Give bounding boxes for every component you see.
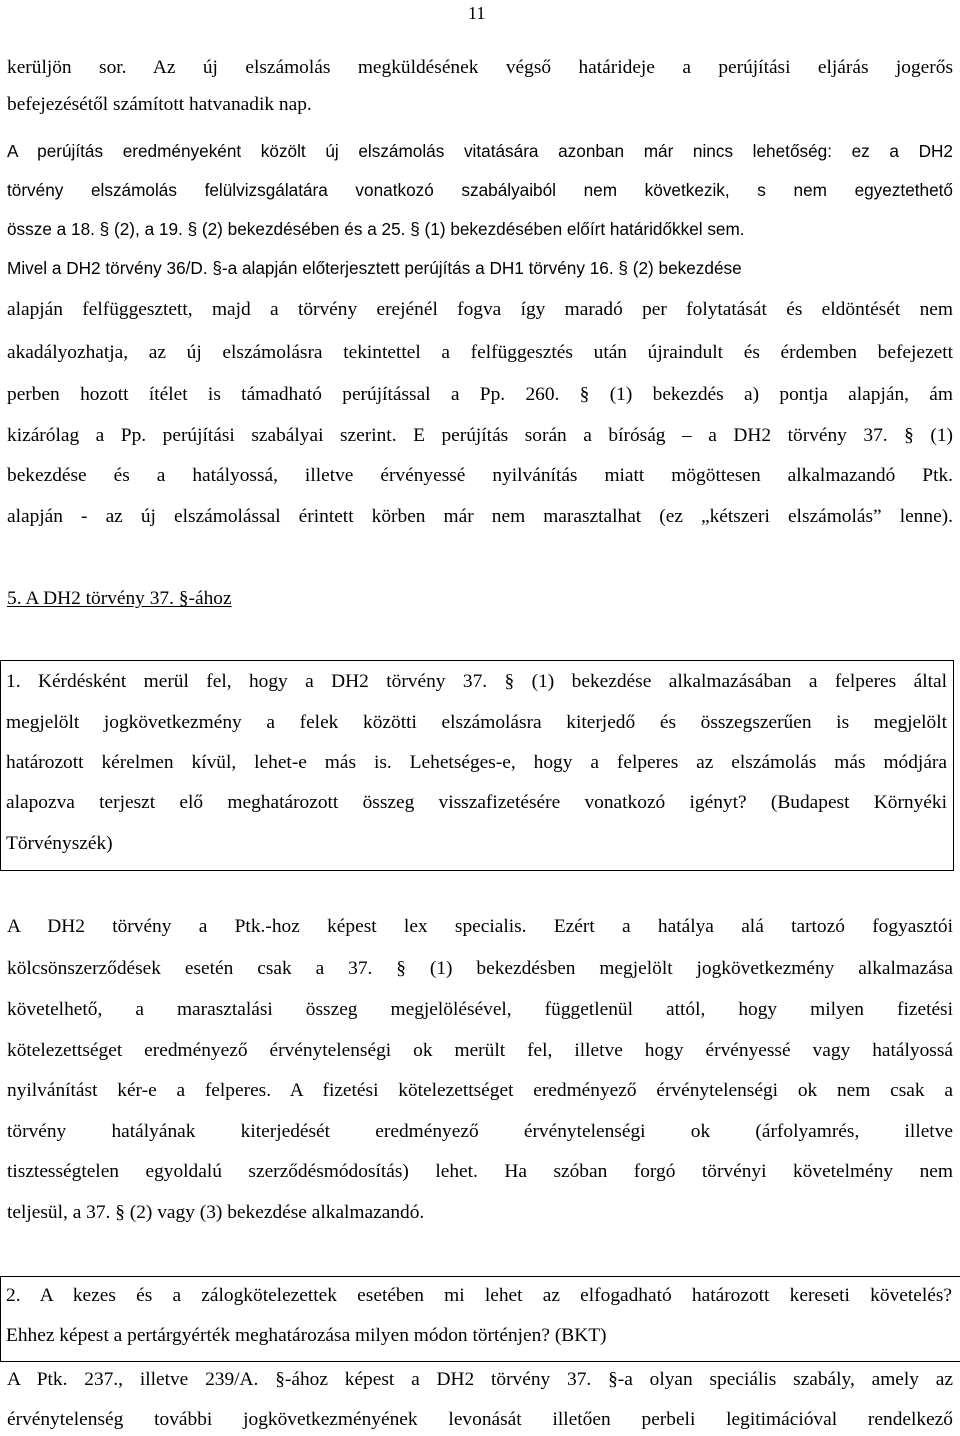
answer-line: érvénytelenség további jogkövetkezményének levonását illetően perbeli legitimációval rendelkező <box>7 1409 953 1430</box>
question-line: megjelölt jogkövetkezmény a felek közötti elszámolásra kiterjedő és összegszerűen is megjelölt <box>6 712 947 733</box>
paragraph-line: alapján - az új elszámolással érintett körben már nem marasztalhat (ez „kétszeri elszámolás” lenne). <box>7 506 953 527</box>
paragraph-line: bekezdése és a hatályossá, illetve érvényessé nyilvánítás miatt mögöttesen alkalmazandó Ptk. <box>7 465 953 486</box>
paragraph-line: perben hozott ítélet is támadható perújítással a Pp. 260. § (1) bekezdés a) pontja alapján, ám <box>7 384 953 405</box>
paragraph-line: kerüljön sor. Az új elszámolás megküldésének végső határideje a perújítási eljárás jogerős <box>7 57 953 78</box>
paragraph-line: befejezésétől számított hatvanadik nap. <box>7 94 312 115</box>
paragraph-line: Mivel a DH2 törvény 36/D. §-a alapján előterjesztett perújítás a DH1 törvény 16. § (2) bekezdése <box>7 258 742 278</box>
answer-line: A DH2 törvény a Ptk.-hoz képest lex specialis. Ezért a hatálya alá tartozó fogyasztói <box>7 916 953 937</box>
question-line: alapozva terjeszt elő meghatározott összeg visszafizetésére vonatkozó igényt? (Budapest Környéki <box>6 792 947 813</box>
question-line: határozott kérelmen kívül, lehet-e más is. Lehetséges-e, hogy a felperes az elszámolás más módjára <box>6 752 947 773</box>
answer-line: tisztességtelen egyoldalú szerződésmódosítás) lehet. Ha szóban forgó törvényi követelmény nem <box>7 1161 953 1182</box>
question-line: 2. A kezes és a zálogkötelezettek esetében mi lehet az elfogadható határozott kereseti követelés? <box>6 1285 952 1306</box>
paragraph-line: A perújítás eredményeként közölt új elszámolás vitatására azonban már nincs lehetőség: ez a DH2 <box>7 141 953 161</box>
answer-line: teljesül, a 37. § (2) vagy (3) bekezdése alkalmazandó. <box>7 1202 425 1223</box>
question-line: 1. Kérdésként merül fel, hogy a DH2 törvény 37. § (1) bekezdése alkalmazásában a felperes által <box>6 671 947 692</box>
answer-line: törvény hatályának kiterjedését eredményező érvénytelenségi ok (árfolyamrés, illetve <box>7 1121 953 1142</box>
answer-line: kölcsönszerződések esetén csak a 37. § (1) bekezdésben megjelölt jogkövetkezmény alkalmazása <box>7 958 953 979</box>
paragraph-line: kizárólag a Pp. perújítási szabályai szerint. E perújítás során a bíróság – a DH2 törvény 37. § (1) <box>7 425 953 446</box>
answer-line: A Ptk. 237., illetve 239/A. §-ához képest a DH2 törvény 37. §-a olyan speciális szabály, amely az <box>7 1369 953 1390</box>
answer-line: kötelezettséget eredményező érvénytelenségi ok merült fel, illetve hogy érvényessé vagy hatályossá <box>7 1040 953 1061</box>
section-heading: 5. A DH2 törvény 37. §-ához <box>7 588 232 609</box>
question-line: Törvényszék) <box>6 833 113 854</box>
paragraph-line: össze a 18. § (2), a 19. § (2) bekezdésében és a 25. § (1) bekezdésében előírt határidőkkel sem. <box>7 219 745 239</box>
page-number: 11 <box>468 3 486 23</box>
answer-line: követelhető, a marasztalási összeg megjelölésével, függetlenül attól, hogy milyen fizetési <box>7 999 953 1020</box>
question-line: Ehhez képest a pertárgyérték meghatározása milyen módon történjen? (BKT) <box>6 1325 607 1346</box>
paragraph-line: alapján felfüggesztett, majd a törvény erejénél fogva így maradó per folytatását és eldöntését nem <box>7 299 953 320</box>
paragraph-line: törvény elszámolás felülvizsgálatára vonatkozó szabályaiból nem következik, s nem egyeztethető <box>7 180 953 200</box>
paragraph-line: akadályozhatja, az új elszámolásra tekintettel a felfüggesztés után újraindult és érdemben befejezett <box>7 342 953 363</box>
answer-line: nyilvánítást kér-e a felperes. A fizetési kötelezettséget eredményező érvénytelenségi ok nem csak a <box>7 1080 953 1101</box>
